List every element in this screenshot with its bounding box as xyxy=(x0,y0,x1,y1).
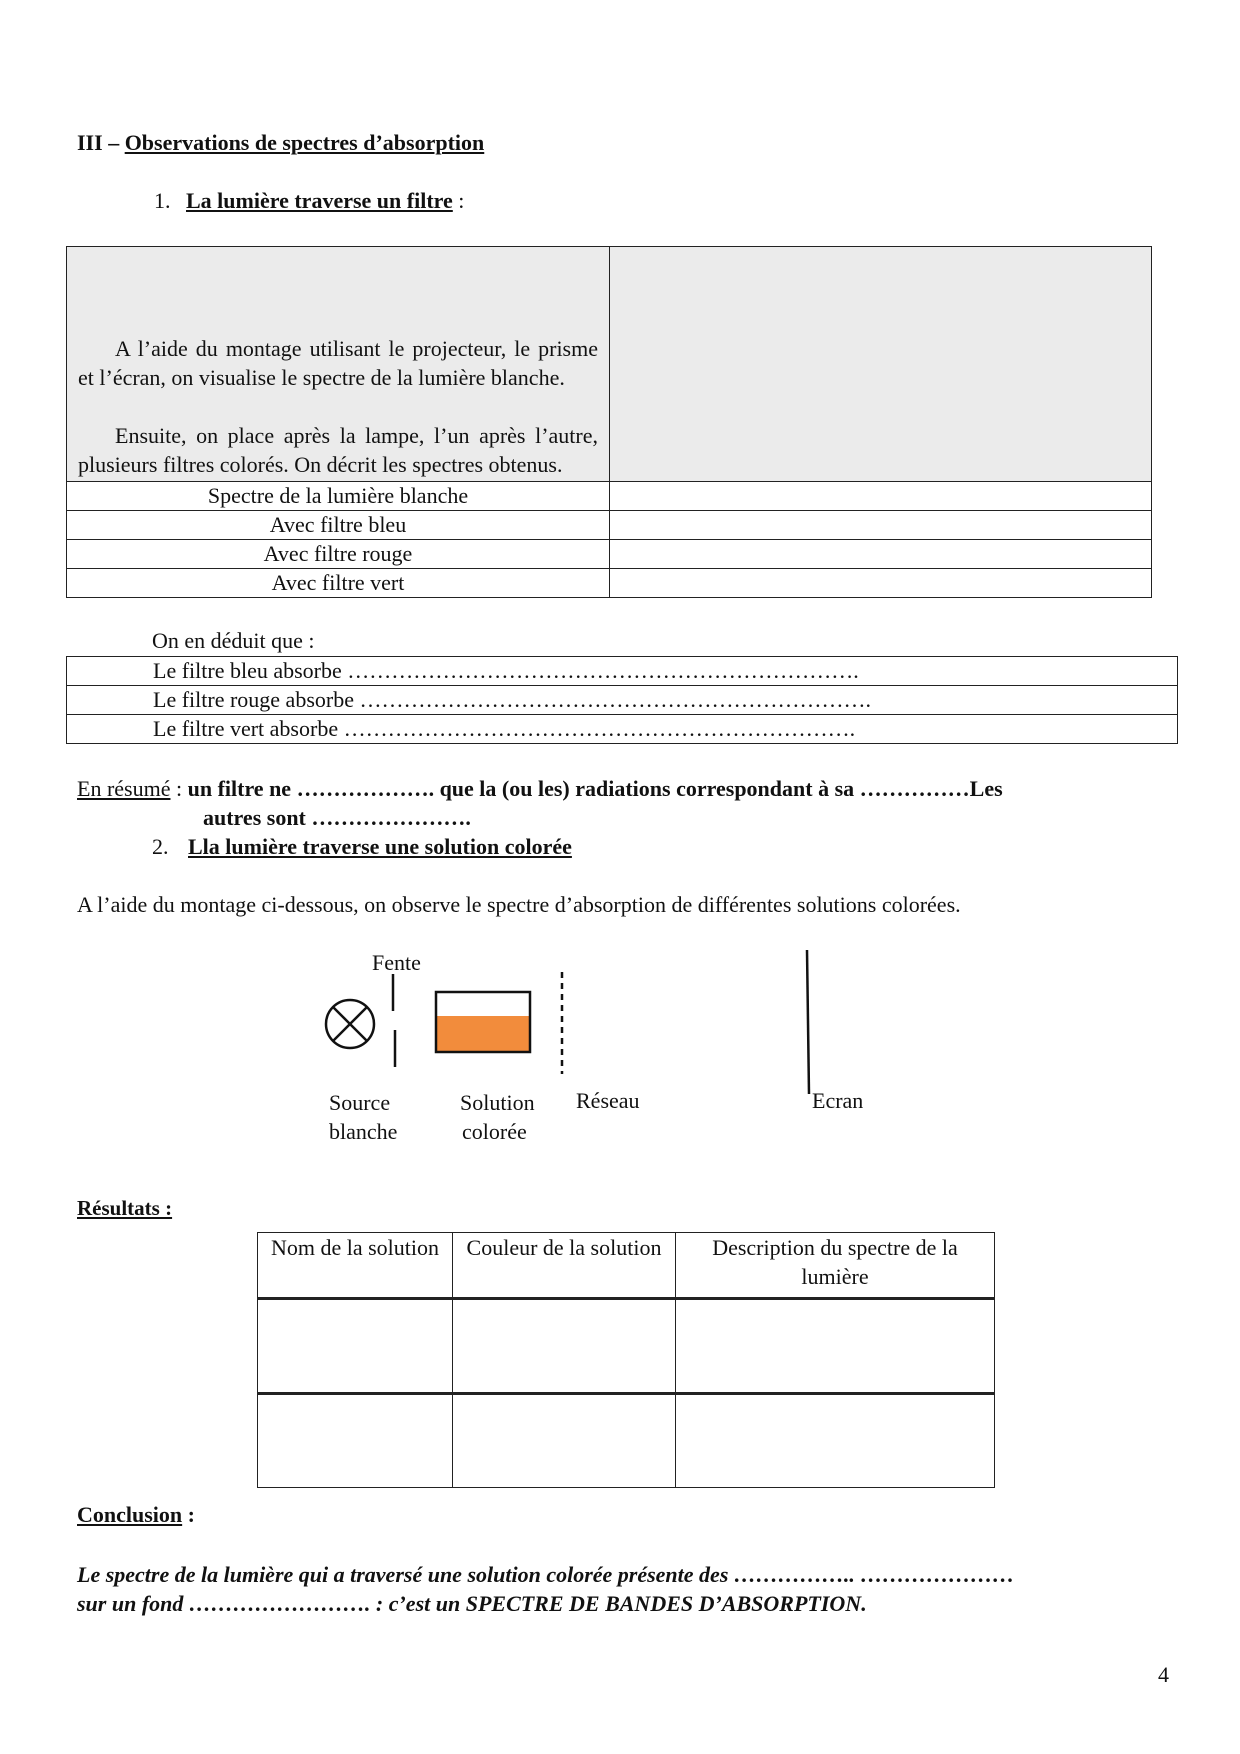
section-heading xyxy=(77,130,484,156)
table-row xyxy=(67,569,1152,598)
section-number: III xyxy=(77,130,103,155)
summary-line-2[interactable]: autres sont …………………. xyxy=(203,805,471,830)
deduction-row-green[interactable]: Le filtre vert absorbe ……………………………………………………………. xyxy=(67,715,1178,744)
label-fente: Fente xyxy=(372,950,421,975)
deduction-intro: On en déduit que : xyxy=(152,628,315,653)
header-spectrum-description: Description du spectre de la lumière xyxy=(676,1233,995,1299)
summary-label: En résumé xyxy=(77,776,171,801)
section-dash: – xyxy=(108,130,120,155)
summary-colon: : xyxy=(170,776,188,801)
cell-solution-color[interactable] xyxy=(453,1299,676,1394)
label-ecran: Ecran xyxy=(812,1088,864,1113)
conclusion-line-1[interactable]: Le spectre de la lumière qui a traversé une solution colorée présente des …………….. ………………… xyxy=(77,1562,1015,1587)
filter-table xyxy=(66,246,1152,598)
conclusion-heading xyxy=(77,1502,195,1528)
conclusion-label: Conclusion xyxy=(77,1502,183,1527)
cell-solution-name[interactable] xyxy=(258,1394,453,1488)
answer-cell-red-filter[interactable] xyxy=(610,540,1152,569)
intro-cell xyxy=(67,247,610,482)
page-number: 4 xyxy=(1158,1662,1169,1687)
conclusion-line-2[interactable]: sur un fond ……………………. : c’est un SPECTRE DE BANDES D’ABSORPTION. xyxy=(77,1591,867,1616)
slit-icon xyxy=(393,974,395,1067)
summary-line-1[interactable]: un filtre ne ………………. que la (ou les) radiations correspondant à sa ……………Les xyxy=(187,776,1003,801)
part1-heading xyxy=(154,188,464,214)
label-reseau: Réseau xyxy=(576,1088,640,1113)
conclusion-suffix: : xyxy=(182,1502,195,1527)
table-header-row xyxy=(258,1233,995,1299)
row-label-white-light: Spectre de la lumière blanche xyxy=(67,482,610,511)
deduction-row-blue[interactable]: Le filtre bleu absorbe ……………………………………………………………. xyxy=(67,657,1178,686)
part2-number: 2. xyxy=(152,834,169,859)
table-row xyxy=(67,511,1152,540)
screen-icon xyxy=(807,950,809,1094)
label-solution-line-1: Solution xyxy=(460,1090,535,1115)
part1-title: La lumière traverse un filtre xyxy=(186,188,453,213)
label-source-line-2: blanche xyxy=(329,1119,398,1144)
table-row xyxy=(258,1299,995,1394)
cell-solution-name[interactable] xyxy=(258,1299,453,1394)
answer-cell-white-light[interactable] xyxy=(610,482,1152,511)
setup-text: A l’aide du montage ci-dessous, on observe le spectre d’absorption de différentes solutions colorées. xyxy=(77,892,961,917)
section-title: Observations de spectres d’absorption xyxy=(124,130,485,155)
answer-cell-green-filter[interactable] xyxy=(610,569,1152,598)
deduction-row-red[interactable]: Le filtre rouge absorbe ……………………………………………………………. xyxy=(67,686,1178,715)
part2-title: Lla lumière traverse une solution colorée xyxy=(188,834,572,859)
cell-solution-color[interactable] xyxy=(453,1394,676,1488)
answer-cell-blue-filter[interactable] xyxy=(610,511,1152,540)
row-label-green-filter: Avec filtre vert xyxy=(67,569,610,598)
lamp-icon xyxy=(326,1000,374,1048)
intro-paragraph-1: A l’aide du montage utilisant le projecteur, le prisme et l’écran, on visualise le spectre de la lumière blanche. xyxy=(78,336,598,390)
row-label-red-filter: Avec filtre rouge xyxy=(67,540,610,569)
table-row xyxy=(67,540,1152,569)
label-source xyxy=(329,1088,397,1146)
header-solution-name: Nom de la solution xyxy=(258,1233,453,1299)
cell-spectrum-description[interactable] xyxy=(676,1299,995,1394)
table-row xyxy=(67,482,1152,511)
summary xyxy=(77,776,1177,802)
label-solution-line-2: colorée xyxy=(462,1119,527,1144)
part2-heading xyxy=(152,834,572,860)
results-label: Résultats : xyxy=(77,1196,173,1220)
header-solution-color: Couleur de la solution xyxy=(453,1233,676,1299)
cuvette-icon xyxy=(436,992,530,1052)
label-solution xyxy=(460,1088,535,1146)
results-table xyxy=(257,1232,995,1488)
conclusion-text xyxy=(77,1560,1177,1618)
row-label-blue-filter: Avec filtre bleu xyxy=(67,511,610,540)
deduction-table xyxy=(66,656,1178,744)
intro-paragraph-2: Ensuite, on place après la lampe, l’un après l’autre, plusieurs filtres colorés. On décrit les spectres obtenus. xyxy=(78,423,598,477)
part1-number: 1. xyxy=(154,188,171,213)
table-row xyxy=(258,1394,995,1488)
answer-cell-intro[interactable] xyxy=(610,247,1152,482)
label-source-line-1: Source xyxy=(329,1090,391,1115)
setup-diagram xyxy=(300,940,860,1110)
cell-spectrum-description[interactable] xyxy=(676,1394,995,1488)
part1-suffix: : xyxy=(458,188,465,213)
